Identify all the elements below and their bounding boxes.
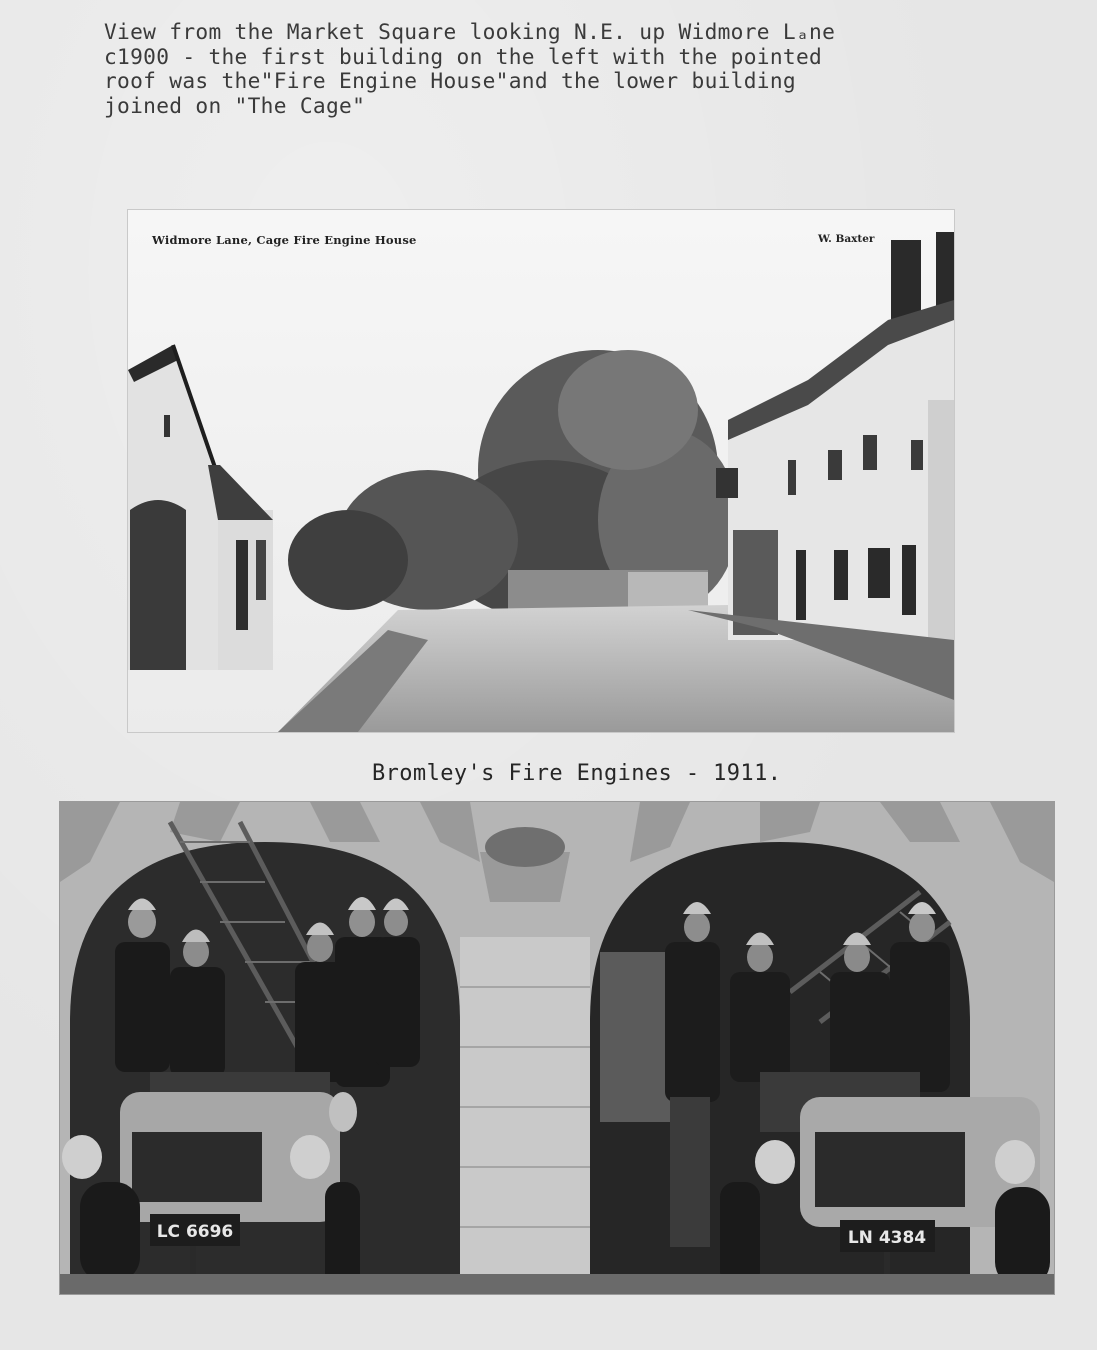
postcard-author: W. Baxter xyxy=(818,233,875,245)
caption-line-3: roof was the"Fire Engine House"and the lower building xyxy=(104,68,796,93)
typed-caption xyxy=(104,20,984,118)
caption-line-1: View from the Market Square looking N.E. up Widmore Lₐne xyxy=(104,19,836,44)
left-plate-text: LC 6696 xyxy=(156,1222,234,1242)
central-pier xyxy=(460,937,590,1294)
fire-station-illustration xyxy=(60,802,1054,1294)
fire-engines-heading: Bromley's Fire Engines - 1911. xyxy=(372,761,782,786)
caption-line-2: c1900 - the first building on the left with the pointed xyxy=(104,43,823,69)
postcard-title: Widmore Lane, Cage Fire Engine House xyxy=(152,233,417,247)
street-scene-illustration xyxy=(128,210,954,732)
caption-line-4: joined on "The Cage" xyxy=(104,92,366,118)
ground xyxy=(60,1274,1054,1294)
crest-ornament xyxy=(485,827,565,867)
right-plate-text: LN 4384 xyxy=(847,1228,927,1248)
fire-engines-photo xyxy=(60,802,1054,1294)
widmore-lane-postcard xyxy=(128,210,954,732)
